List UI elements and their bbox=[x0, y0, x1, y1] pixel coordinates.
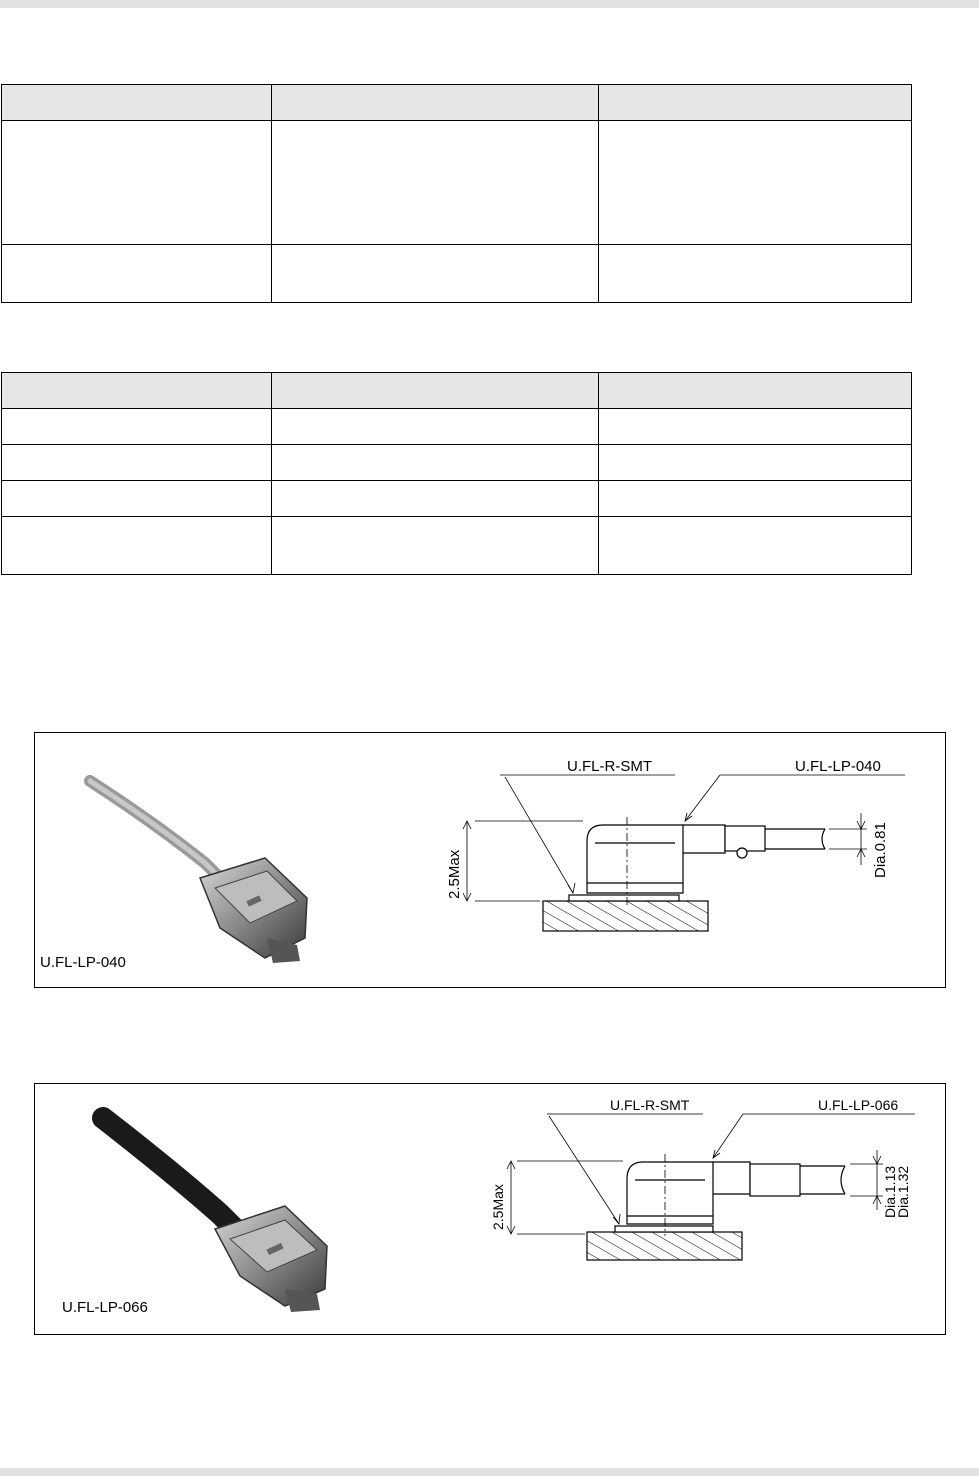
connector-photo-066 bbox=[103, 1118, 327, 1312]
table-cell bbox=[272, 409, 599, 445]
table-header-cell bbox=[272, 373, 599, 409]
table-cell bbox=[2, 481, 272, 517]
cross-section-drawing bbox=[507, 1114, 915, 1260]
table-header-cell bbox=[599, 85, 912, 121]
table-header-cell bbox=[2, 373, 272, 409]
table-row bbox=[2, 121, 912, 245]
table-row bbox=[2, 481, 912, 517]
diameter-label: Dia.1.32 bbox=[895, 1165, 911, 1218]
table-cell bbox=[272, 245, 599, 303]
diameter-label: Dia.0.81 bbox=[872, 822, 889, 878]
callout-receptacle-label: U.FL-R-SMT bbox=[610, 1097, 690, 1113]
table-cell bbox=[2, 245, 272, 303]
connector-drawing-040 bbox=[35, 733, 945, 987]
table-header-cell bbox=[2, 85, 272, 121]
connector-figure-040 bbox=[34, 732, 946, 988]
table-cell bbox=[599, 245, 912, 303]
table-row bbox=[2, 517, 912, 575]
table-cell bbox=[599, 517, 912, 575]
height-dimension-label: 2.5Max bbox=[490, 1184, 506, 1230]
table-header-cell bbox=[599, 373, 912, 409]
table-header-cell bbox=[272, 85, 599, 121]
table-cell bbox=[599, 445, 912, 481]
connector-figure-066 bbox=[34, 1083, 946, 1335]
table-cell bbox=[272, 445, 599, 481]
table-cell bbox=[2, 409, 272, 445]
table-cell bbox=[272, 121, 599, 245]
table-header-row bbox=[2, 85, 912, 121]
top-header-band bbox=[0, 0, 979, 8]
table-cell bbox=[272, 481, 599, 517]
table-cell bbox=[599, 481, 912, 517]
table-row bbox=[2, 245, 912, 303]
spec-table-1 bbox=[1, 84, 912, 303]
spec-table-2 bbox=[1, 372, 912, 575]
cross-section-drawing bbox=[463, 775, 905, 931]
callout-plug-label: U.FL-LP-040 bbox=[795, 758, 881, 775]
table-cell bbox=[2, 445, 272, 481]
connector-photo-040 bbox=[90, 781, 307, 963]
table-cell bbox=[2, 121, 272, 245]
table-row bbox=[2, 409, 912, 445]
table-header-row bbox=[2, 373, 912, 409]
diameter-label: Dia.1.13 bbox=[882, 1165, 898, 1218]
photo-label: U.FL-LP-040 bbox=[40, 954, 126, 971]
height-dimension-label: 2.5Max bbox=[446, 849, 463, 899]
photo-label: U.FL-LP-066 bbox=[62, 1299, 148, 1316]
table-cell bbox=[599, 121, 912, 245]
table-cell bbox=[599, 409, 912, 445]
callout-plug-label: U.FL-LP-066 bbox=[818, 1097, 899, 1113]
bottom-footer-band bbox=[0, 1468, 979, 1476]
callout-receptacle-label: U.FL-R-SMT bbox=[567, 758, 652, 775]
table-cell bbox=[2, 517, 272, 575]
table-cell bbox=[272, 517, 599, 575]
connector-drawing-066 bbox=[35, 1084, 945, 1334]
table-row bbox=[2, 445, 912, 481]
